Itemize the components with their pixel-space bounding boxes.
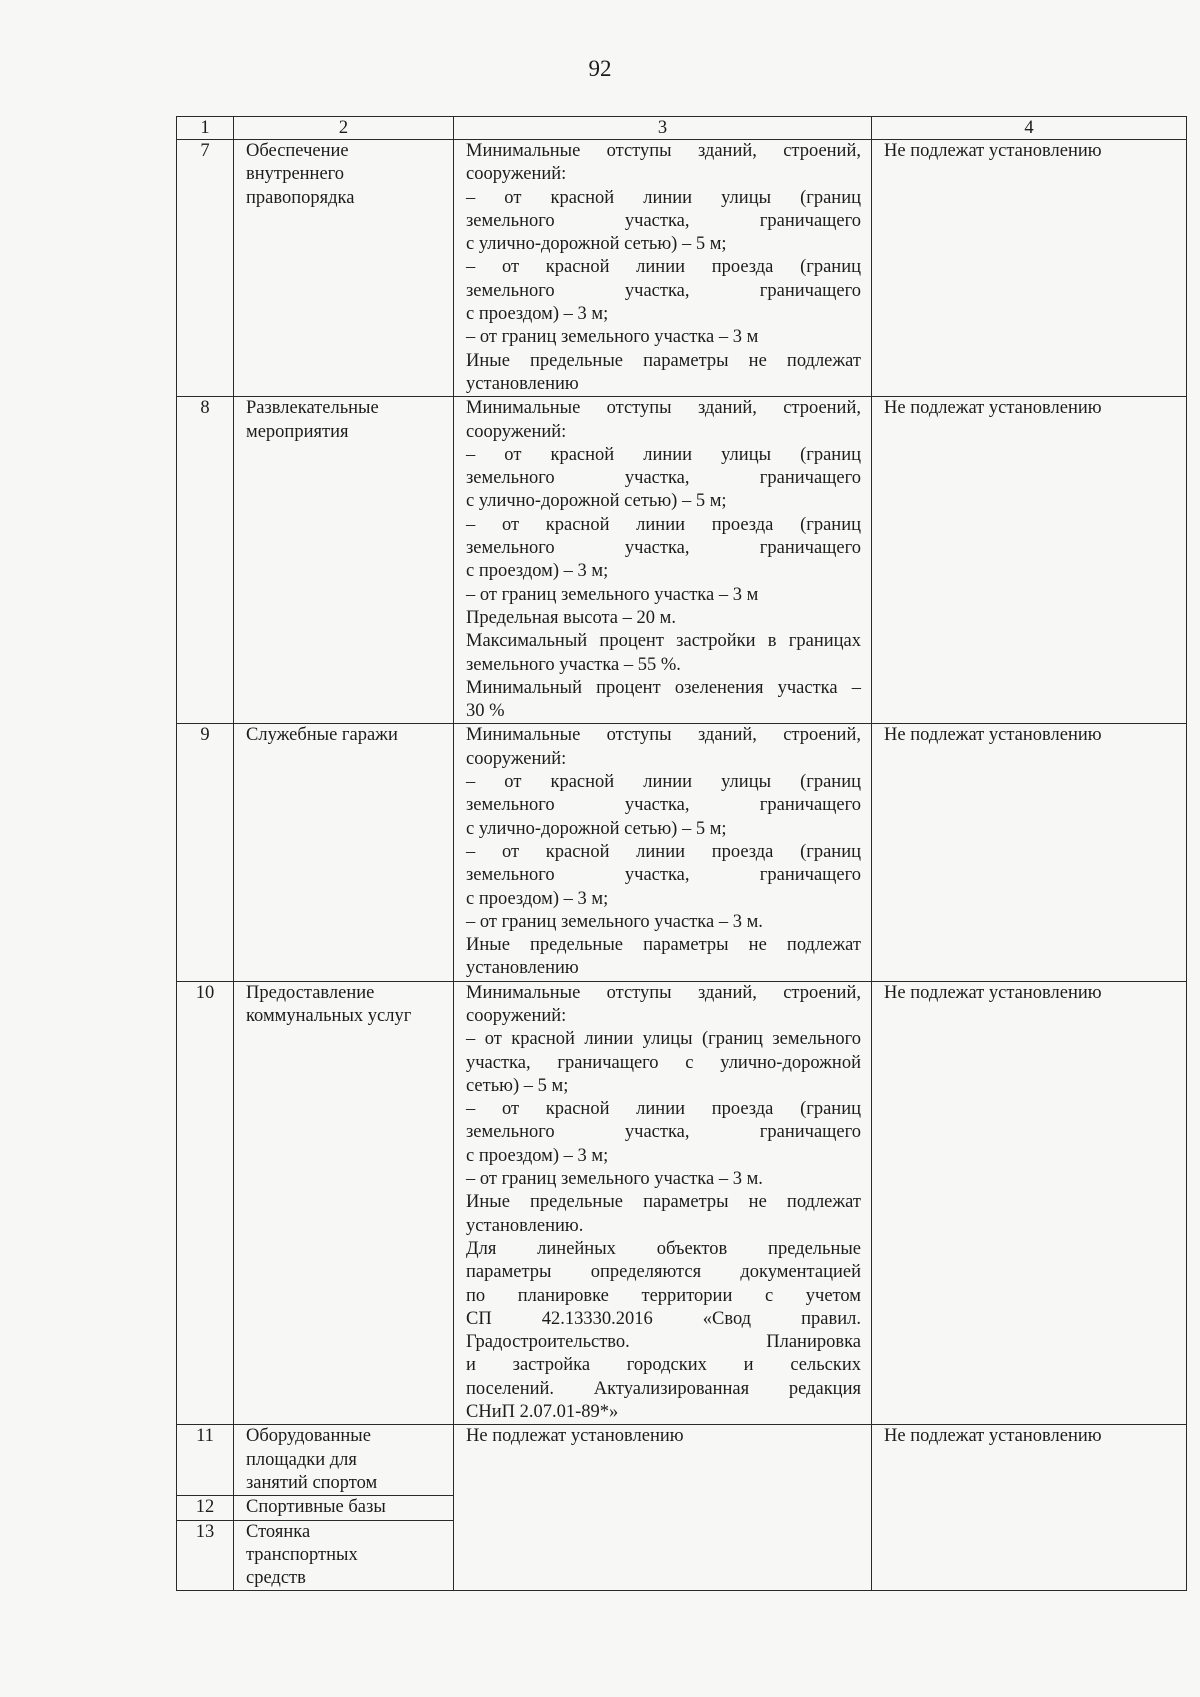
parameter-line: земельного участка, граничащего (466, 1122, 861, 1143)
parameter-line: с проездом) – 3 м; (466, 888, 609, 909)
parameter-line: – от красной линии проезда (границ (466, 841, 861, 862)
name-line: коммунальных услуг (246, 1005, 412, 1026)
parameter-line: Иные предельные параметры не подлежат (466, 1192, 861, 1213)
parameter-line: Предельная высота – 20 м. (466, 607, 676, 628)
restrictions: Не подлежат установлению (872, 140, 1187, 397)
header-col-4: 4 (872, 117, 1187, 140)
use-type-name (234, 397, 454, 724)
use-type-name (234, 1496, 454, 1520)
parameter-line: Иные предельные параметры не подлежат (466, 935, 861, 956)
parameter-line: земельного участка, граничащего (466, 468, 861, 489)
parameter-line: сетью) – 5 м; (466, 1075, 569, 1096)
parameter-line: земельного участка, граничащего (466, 795, 861, 816)
parameter-line: – от границ земельного участка – 3 м. (466, 1169, 763, 1190)
parameter-line: сооружений: (466, 748, 567, 769)
parameter-line: Минимальный процент озеленения участка – (466, 677, 861, 698)
parameter-line: Минимальные отступы зданий, строений, (466, 141, 861, 161)
parameter-line: сооружений: (466, 421, 567, 442)
name-line: Оборудованные (246, 1426, 371, 1447)
header-col-1: 1 (177, 117, 234, 140)
name-line: правопорядка (246, 187, 355, 208)
row-number: 7 (177, 140, 234, 397)
parameter-line: установлению (466, 958, 579, 979)
parameter-line: Минимальные отступы зданий, строений, (466, 982, 861, 1003)
parameter-line: земельного участка, граничащего (466, 865, 861, 886)
parameter-line: с проездом) – 3 м; (466, 561, 609, 582)
use-type-name (234, 1520, 454, 1591)
parameter-line: по планировке территории с учетом (466, 1285, 861, 1306)
parameter-line: Максимальный процент застройки в границах (466, 631, 861, 652)
parameter-line: с проездом) – 3 м; (466, 304, 609, 325)
use-type-name (234, 724, 454, 981)
table-row (177, 397, 1187, 724)
limit-parameters: Не подлежат установлению (454, 1425, 872, 1591)
name-line: мероприятия (246, 421, 349, 442)
parameter-line: Градостроительство. Планировка (466, 1332, 861, 1353)
parameter-line: Минимальные отступы зданий, строений, (466, 725, 861, 746)
parameter-line: – от границ земельного участка – 3 м (466, 327, 759, 348)
name-line: средств (246, 1568, 306, 1589)
parameter-line: СП 42.13330.2016 «Свод правил. (466, 1308, 861, 1329)
use-type-name (234, 1425, 454, 1496)
parameter-line: поселений. Актуализированная редакция (466, 1378, 861, 1399)
parameter-line: Для линейных объектов предельные (466, 1238, 861, 1259)
name-line: Спортивные базы (246, 1497, 386, 1518)
parameter-line: и застройка городских и сельских (466, 1355, 861, 1376)
page-number: 92 (588, 56, 612, 81)
name-line: Служебные гаражи (246, 725, 398, 746)
row-number: 12 (177, 1496, 234, 1520)
name-line: площадки для (246, 1449, 357, 1470)
limit-parameters (454, 724, 872, 981)
parameter-line: установлению (466, 373, 579, 394)
use-type-name (234, 140, 454, 397)
parameter-line: земельного участка, граничащего (466, 210, 861, 231)
regulations-table (176, 116, 1187, 1591)
name-line: Предоставление (246, 982, 375, 1003)
parameter-line: Минимальные отступы зданий, строений, (466, 398, 861, 419)
limit-parameters (454, 981, 872, 1425)
parameter-line: земельного участка – 55 %. (466, 654, 681, 675)
parameter-line: земельного участка, граничащего (466, 280, 861, 301)
parameter-line: СНиП 2.07.01-89*» (466, 1402, 619, 1423)
limit-parameters (454, 397, 872, 724)
row-number: 8 (177, 397, 234, 724)
restrictions: Не подлежат установлению (872, 1425, 1187, 1591)
parameter-line: – от красной линии улицы (границ земельного (466, 1029, 861, 1050)
name-line: Развлекательные (246, 398, 379, 419)
restrictions: Не подлежат установлению (872, 724, 1187, 981)
parameter-line: с улично-дорожной сетью) – 5 м; (466, 818, 727, 839)
table-row (177, 1425, 1187, 1496)
parameter-line: Иные предельные параметры не подлежат (466, 350, 861, 371)
parameter-line: сооружений: (466, 164, 567, 185)
parameter-line: – от границ земельного участка – 3 м (466, 584, 759, 605)
table-header-row (177, 117, 1187, 140)
parameter-line: – от красной линии улицы (границ (466, 772, 861, 793)
restrictions: Не подлежат установлению (872, 397, 1187, 724)
header-col-3: 3 (454, 117, 872, 140)
parameter-line: – от красной линии проезда (границ (466, 514, 861, 535)
row-number: 9 (177, 724, 234, 981)
header-col-2: 2 (234, 117, 454, 140)
parameter-line: с проездом) – 3 м; (466, 1145, 609, 1166)
parameter-line: установлению. (466, 1215, 584, 1236)
name-line: занятий спортом (246, 1472, 378, 1493)
parameter-line: – от границ земельного участка – 3 м. (466, 911, 763, 932)
name-line: Стоянка (246, 1521, 311, 1542)
name-line: внутреннего (246, 164, 345, 185)
restrictions: Не подлежат установлению (872, 981, 1187, 1425)
parameter-line: – от красной линии улицы (границ (466, 187, 861, 208)
parameter-line: сооружений: (466, 1005, 567, 1026)
row-number: 11 (177, 1425, 234, 1496)
parameter-line: – от красной линии улицы (границ (466, 444, 861, 465)
row-number: 10 (177, 981, 234, 1425)
parameter-line: участка, граничащего с улично-дорожной (466, 1052, 861, 1073)
table-row (177, 140, 1187, 397)
name-line: транспортных (246, 1544, 358, 1565)
parameter-line: – от красной линии проезда (границ (466, 1099, 861, 1120)
name-line: Обеспечение (246, 141, 349, 161)
limit-parameters (454, 140, 872, 397)
parameter-line: параметры определяются документацией (466, 1262, 861, 1283)
table-row (177, 981, 1187, 1425)
parameter-line: земельного участка, граничащего (466, 538, 861, 559)
table-row (177, 724, 1187, 981)
row-number: 13 (177, 1520, 234, 1591)
parameter-line: 30 % (466, 701, 505, 722)
parameter-line: – от красной линии проезда (границ (466, 257, 861, 278)
parameter-line: с улично-дорожной сетью) – 5 м; (466, 491, 727, 512)
parameter-line: с улично-дорожной сетью) – 5 м; (466, 234, 727, 255)
use-type-name (234, 981, 454, 1425)
